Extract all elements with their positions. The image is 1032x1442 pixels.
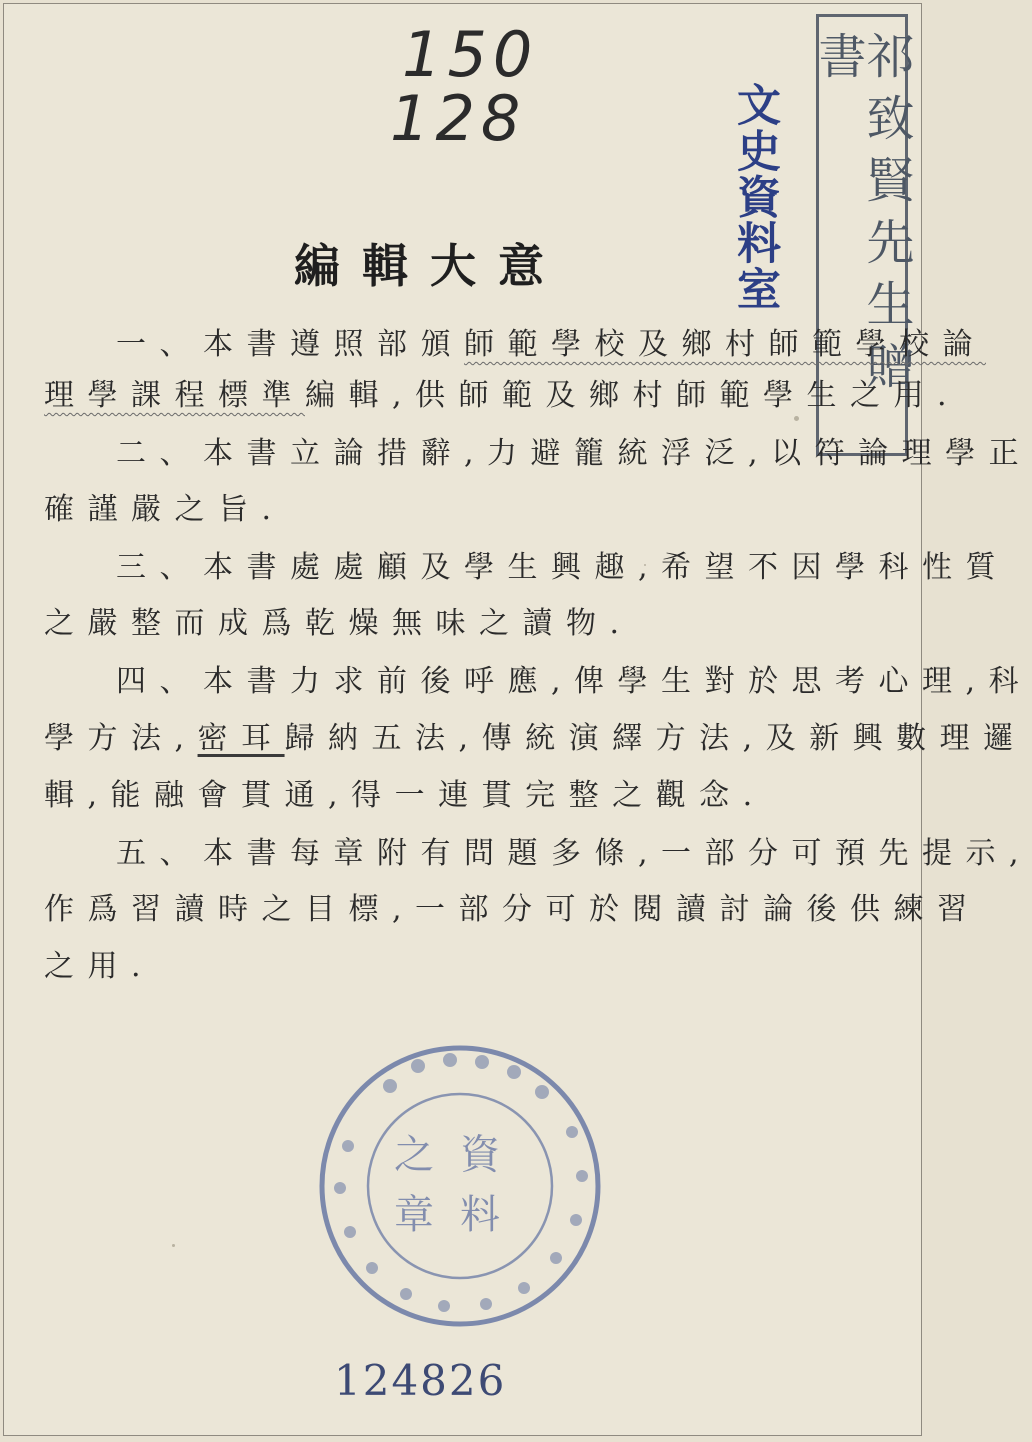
donor-label-text: 祁致賢先生贈書 xyxy=(810,31,914,403)
body-line xyxy=(116,550,1010,585)
body-text-segment: 三、本書處處顧及學生興趣,希望不因學科性質 xyxy=(116,550,1010,585)
body-text-segment: 歸納五法,傳統演繹方法,及新興數理邏 xyxy=(284,721,1027,756)
body-text-segment: 編輯,供師範及鄉村師範學生之用. xyxy=(305,378,961,413)
body-line xyxy=(44,492,285,527)
body-text-segment: 四、本書力求前後呼應,俾學生對於思考心理,科 xyxy=(116,664,1032,699)
document-page xyxy=(3,3,1032,1436)
handwritten-number-1: 150 xyxy=(402,18,539,91)
paper-speck xyxy=(794,416,799,421)
body-text-segment: 二、本書立論措辭,力避籠統浮泛,以符論理學正 xyxy=(116,436,1032,471)
underlined-term: 理學課程標準 xyxy=(44,378,305,413)
body-line xyxy=(44,721,1027,756)
underlined-term: 師範學校及鄉村師範學校論 xyxy=(464,327,986,362)
body-line xyxy=(44,778,766,813)
body-line xyxy=(44,892,981,927)
body-line xyxy=(116,664,1032,699)
body-text-segment: 確謹嚴之旨. xyxy=(44,492,285,527)
body-line xyxy=(44,949,155,984)
body-text-segment: 輯,能融會貫通,得一連貫完整之觀念. xyxy=(44,778,766,813)
underlined-term: 密耳 xyxy=(197,721,285,756)
body-line xyxy=(44,606,633,641)
seal-center-top: 之資 xyxy=(394,1132,526,1178)
body-line xyxy=(44,378,961,413)
circular-seal xyxy=(310,1036,610,1336)
handwritten-number-2: 128 xyxy=(390,82,527,155)
library-stamp: 文史資料室 xyxy=(729,82,780,312)
seal-ring-marks xyxy=(334,1053,588,1312)
body-text-segment: 之用. xyxy=(44,949,155,984)
body-text-segment: 一、本書遵照部頒 xyxy=(116,327,464,362)
body-text-segment: 作爲習讀時之目標,一部分可於閱讀討論後供練習 xyxy=(44,892,981,927)
body-text-segment: 學方法, xyxy=(44,721,198,756)
body-text-segment: 之嚴整而成爲乾燥無味之讀物. xyxy=(44,606,633,641)
paper-speck xyxy=(172,1244,175,1247)
body-line xyxy=(116,436,1032,471)
page-title: 編輯大意 xyxy=(294,239,566,293)
body-text-segment: 五、本書每章附有問題多條,一部分可預先提示, xyxy=(116,836,1032,871)
body-line xyxy=(116,327,986,362)
body-line xyxy=(116,836,1032,871)
serial-number: 124826 xyxy=(334,1356,507,1405)
seal-center-bottom: 章料 xyxy=(394,1192,526,1238)
